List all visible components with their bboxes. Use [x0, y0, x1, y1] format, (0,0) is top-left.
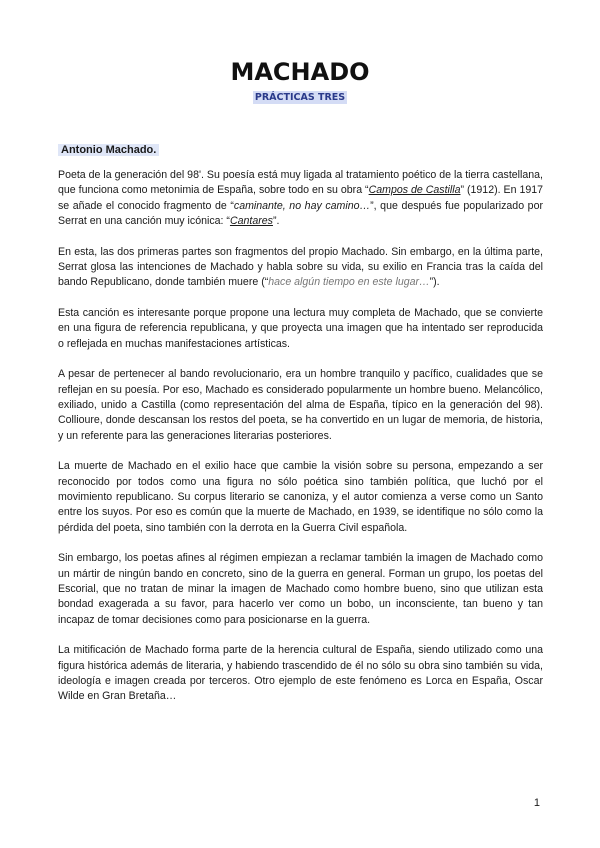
book-title-campos: Campos de Castilla: [368, 184, 461, 197]
paragraph-2: [58, 245, 543, 291]
p2-text-a: En esta, las dos primeras partes son fragmentos del propio Machado. Sin embargo, en la última parte, Serrat glosa las intenciones de Machado y habla sobre su vida, su exilio en Francia tras la caída del bando Republicano, donde también muere (“: [58, 245, 543, 289]
p1-text-a: Poeta de la generación del 98'. Su poesía está muy ligada al tratamiento poético de la tierra castellana, que funciona como metonimia de España, sobre todo en su obra “: [58, 169, 543, 197]
page-number: 1: [533, 797, 540, 809]
section-heading: Antonio Machado.: [58, 144, 159, 156]
p1-text-b: ” (1912). En 1917 se añade el conocido fragmento de “: [58, 184, 544, 212]
paragraph-7: La mitificación de Machado forma parte de la herencia cultural de España, siendo utilizado como una figura histórica además de literaria, y habiendo trascendido de él no sólo su obra sino también su vida, ideología e imagen creada por terceros. Otro ejemplo de este fenómeno es Lorca en España, Oscar Wilde en Gran Bretaña…: [58, 644, 543, 703]
quote-caminante: caminante, no hay camino…: [233, 199, 371, 212]
paragraph-3: Esta canción es interesante porque propone una lectura muy completa de Machado, que se convierte en una figura de referencia republicana, y que proyecta una imagen que ha intentado ser reproducida o reflejada en muchas manifestaciones artísticas.: [58, 307, 543, 350]
quote-hace-tiempo: hace algún tiempo en este lugar…: [268, 276, 430, 289]
document-title: MACHADO: [230, 58, 370, 86]
paragraph-1: [58, 168, 543, 229]
document-body: [58, 168, 543, 720]
book-title-cantares: Cantares: [229, 214, 273, 227]
p1-text-d: ”.: [272, 214, 280, 227]
p2-text-b: ”).: [429, 276, 440, 289]
p1-text-c: ”, que después fue popularizado por Serrat en una canción muy icónica: “: [58, 199, 543, 227]
document-subtitle: [0, 92, 600, 103]
subtitle-text: PRÁCTICAS TRES: [254, 92, 346, 103]
paragraph-5: La muerte de Machado en el exilio hace que cambie la visión sobre su persona, empezando a ser reconocido por todos como una figura no sólo poética sino también política, que luchó por el movimiento republicano. Su corpus literario se canoniza, y el autor comienza a verse como un Santo entre los suyos. Por eso es común que la muerte de Machado, en 1939, se identifique no sólo como la pérdida del poeta, sino también con la derrota en la Guerra Civil española.: [58, 460, 543, 534]
paragraph-6: Sin embargo, los poetas afines al régimen empiezan a reclamar también la imagen de Machado como un mártir de ningún bando en concreto, sino de la guerra en general. Forman un grupo, los poetas del Escorial, que no tratan de minar la imagen de Machado como hombre bueno, sino que utilizan esta bondad exagerada a su favor, para hacerlo ver como un bobo, un inconsciente, tan bueno y tan incapaz de tomar decisiones como para posicionarse en la guerra.: [58, 552, 543, 626]
paragraph-4: A pesar de pertenecer al bando revolucionario, era un hombre tranquilo y pacífico, cualidades que se reflejan en su poesía. Por eso, Machado es considerado popularmente un hombre bueno. Melancólico, exiliado, unido a Castilla (como representación del alma de España, típico en la generación del 98). Collioure, donde descansan los restos del poeta, se ha convertido en un lugar de memoria, de historia, y un referente para las generaciones literarias posteriores.: [58, 368, 543, 442]
